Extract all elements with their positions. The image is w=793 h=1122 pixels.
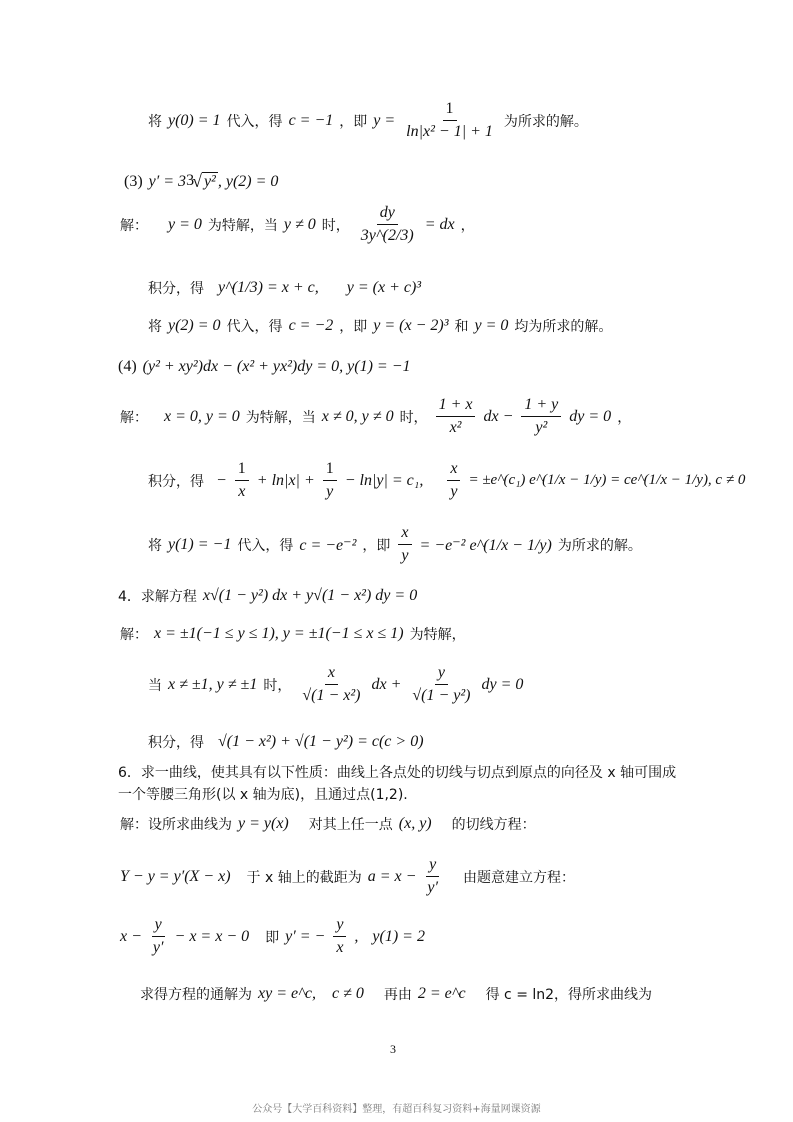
fraction-numerator: dy [377, 204, 398, 225]
line-1 [148, 100, 588, 141]
problem-label: (3) [124, 172, 143, 190]
fraction [150, 916, 167, 957]
fraction [299, 664, 363, 705]
fraction-numerator: y [333, 916, 346, 937]
math: , [354, 927, 359, 945]
line-8 [148, 460, 745, 501]
problem-6-line-1: 6．求一曲线，使其具有以下性质：曲线上各点处的切线与切点到原点的向径及 x 轴可围成 [118, 765, 677, 781]
math: (x, y) [398, 815, 432, 832]
text: ，即 [339, 113, 368, 130]
problem-6-line-2: 一个等腰三角形(以 x 轴为底)，且通过点(1,2). [118, 787, 408, 803]
text: 时， [321, 217, 350, 234]
math: dx − [483, 407, 514, 425]
math: y ≠ 0 [283, 215, 316, 233]
math: y′ = − [285, 927, 326, 945]
math: y(1) = 2 [372, 927, 425, 945]
text: 4．求解方程 [118, 589, 197, 605]
math: + ln|x| + [256, 471, 315, 489]
math: dx + [371, 675, 402, 693]
math: y = [373, 111, 396, 129]
math: 2 = e^c [417, 985, 466, 1002]
text: ， [460, 217, 475, 234]
fraction-numerator: 1 + x [436, 396, 476, 417]
solution-6 [120, 814, 536, 834]
line-12 [148, 664, 523, 705]
fraction-denominator: y′ [427, 879, 439, 896]
math: y′ = 3 [148, 172, 187, 190]
math: y(0) = 1 [168, 111, 221, 129]
math: = ±e^(c₁) e^(1/x − 1/y) = ce^(1/x − 1/y), c ≠ 0 [468, 472, 746, 488]
solution-3 [120, 204, 475, 245]
text: 当 [148, 677, 162, 694]
math: dy = 0 [481, 675, 524, 693]
text: ，即 [362, 537, 391, 554]
text: 的切线方程： [451, 817, 536, 833]
text: 为所求的解。 [503, 113, 588, 130]
text: 再由 [383, 987, 412, 1003]
text: 积分，得 [148, 281, 204, 297]
text: 时， [399, 409, 428, 426]
fraction-numerator: y [152, 916, 165, 937]
text: 均为所求的解。 [514, 319, 613, 335]
math: = −e⁻² e^(1/x − 1/y) [419, 536, 552, 554]
math: y = (x − 2)³ [373, 317, 449, 334]
text: 由题意建立方程： [463, 869, 576, 886]
text: 代入，得 [226, 113, 283, 130]
fraction [436, 396, 476, 437]
text: 代入，得 [237, 537, 294, 554]
problem-label: (4) [118, 358, 137, 375]
math: y = (x + c)³ [346, 279, 422, 296]
fraction-numerator: x [325, 664, 338, 685]
math: = dx [424, 215, 455, 233]
math: x ≠ 0, y ≠ 0 [321, 407, 394, 425]
fraction-denominator: y² [535, 419, 548, 436]
text: 对其上任一点 [308, 817, 393, 833]
math: c = −e⁻² [299, 536, 357, 554]
math: y = 0 [168, 215, 202, 233]
fraction-denominator: x [238, 483, 246, 500]
fraction-denominator: y [326, 483, 334, 500]
math: x = 0, y = 0 [164, 407, 240, 425]
fraction-numerator: 1 + y [521, 396, 561, 417]
fraction-numerator: 1 [443, 100, 457, 121]
root-index: 3 [186, 172, 195, 189]
text: 得 c = ln2，得所求曲线为 [485, 987, 653, 1003]
math: dy = 0 [569, 407, 612, 425]
math: y = 0 [474, 317, 509, 334]
fraction [409, 664, 473, 705]
text: 时， [263, 677, 292, 694]
math: x ≠ ±1, y ≠ ±1 [168, 675, 258, 693]
fraction-numerator: 1 [323, 460, 337, 481]
text: 即 [265, 929, 280, 946]
line-13 [148, 732, 424, 752]
math: (y² + xy²)dx − (x² + yx²)dy = 0, y(1) = −1 [142, 358, 411, 375]
fraction [235, 460, 249, 501]
fraction-denominator: ln|x² − 1| + 1 [406, 123, 493, 140]
fraction [424, 856, 441, 897]
text: 将 [148, 113, 162, 130]
text: 为特解， [409, 627, 466, 643]
radicand: y² [203, 173, 216, 190]
line-9 [148, 524, 642, 565]
fraction-denominator: x² [449, 419, 462, 436]
line-5 [148, 316, 612, 336]
solution-4b [120, 624, 466, 644]
fraction-numerator: 1 [235, 460, 249, 481]
math: c = −2 [288, 317, 334, 334]
text: 为所求的解。 [557, 537, 642, 554]
footer-watermark: 公众号【大学百科资料】整理，有超百科复习资料+海量网课资源 [252, 1104, 541, 1115]
problem-3-statement [124, 172, 278, 191]
fraction-denominator: x [336, 939, 344, 956]
solution-label: 解： [120, 627, 148, 643]
text: ，即 [339, 319, 368, 335]
math: y = y(x) [238, 815, 289, 832]
fraction-denominator: y′ [152, 939, 164, 956]
math: y(2) = 0 [168, 317, 221, 334]
fraction-numerator: y [426, 856, 439, 877]
math: Y − y = y′(X − x) [120, 867, 231, 885]
page-number: 3 [390, 1042, 396, 1056]
line-18 [120, 916, 425, 957]
fraction [398, 524, 411, 565]
math: √(1 − x²) + √(1 − y²) = c(c > 0) [218, 733, 424, 750]
math: a = x − [367, 867, 417, 885]
fraction-denominator: 3y^(2/3) [360, 227, 414, 244]
solution-4 [120, 396, 631, 437]
math: c = −1 [288, 111, 334, 129]
text: 积分，得 [148, 735, 204, 751]
text: 将 [148, 537, 162, 554]
math: x − [120, 927, 142, 945]
math: xy = e^c, [258, 985, 316, 1002]
fraction [521, 396, 561, 437]
text: ， [617, 409, 632, 426]
fraction [323, 460, 337, 501]
fraction [358, 204, 417, 245]
fraction-denominator: √(1 − x²) [302, 687, 361, 704]
line-4 [148, 278, 421, 298]
fraction [333, 916, 346, 957]
math: − x = x − 0 [174, 927, 250, 945]
line-17 [120, 856, 575, 897]
text: 于 x 轴上的截距为 [246, 869, 362, 886]
fraction-denominator: √(1 − y²) [412, 687, 471, 704]
text: 求得方程的通解为 [140, 987, 252, 1003]
text: 代入，得 [226, 319, 283, 335]
solution-label: 解： [120, 409, 148, 426]
solution-label: 解： [120, 217, 148, 234]
problem-4-heading [118, 586, 417, 606]
math: c ≠ 0 [331, 985, 364, 1002]
math: − [216, 471, 227, 489]
text: 为特解，当 [207, 217, 278, 234]
math: y(1) = −1 [168, 535, 232, 553]
solution-label: 解：设所求曲线为 [120, 817, 232, 833]
math: y^(1/3) = x + c, [218, 279, 319, 296]
math: − ln|y| = c₁, [344, 471, 424, 489]
text: 和 [454, 319, 469, 335]
fraction-numerator: y [435, 664, 448, 685]
fraction [403, 100, 496, 141]
line-19 [140, 984, 652, 1004]
text: 积分，得 [148, 473, 204, 490]
problem-4-statement [118, 358, 411, 376]
math: x√(1 − y²) dx + y√(1 − x²) dy = 0 [202, 587, 418, 604]
fraction-denominator: y [401, 547, 409, 564]
fraction-denominator: y [450, 483, 458, 500]
radical-sign: √ [192, 171, 202, 191]
text: 将 [148, 319, 162, 335]
fraction-numerator: x [398, 524, 411, 545]
fraction [447, 460, 460, 501]
cube-root [186, 172, 218, 191]
math: , y(2) = 0 [217, 172, 279, 190]
text: 为特解，当 [245, 409, 316, 426]
fraction-numerator: x [447, 460, 460, 481]
math: x = ±1(−1 ≤ y ≤ 1), y = ±1(−1 ≤ x ≤ 1) [154, 625, 404, 642]
